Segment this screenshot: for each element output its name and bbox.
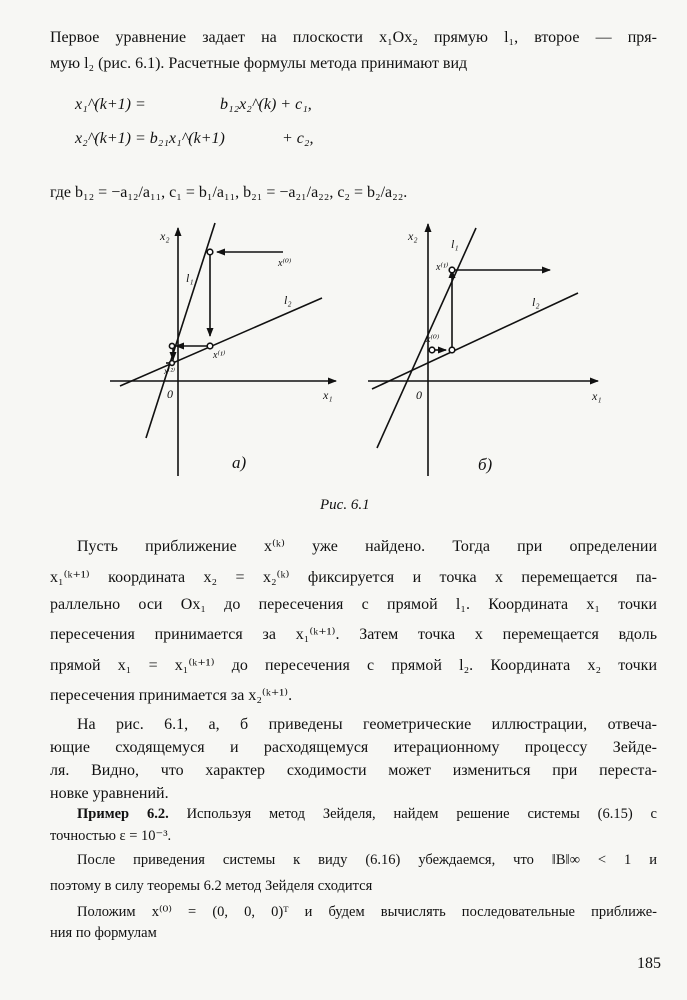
panel-a-x2-label: x⁽²⁾ — [164, 366, 176, 376]
panel-a-x1-label: x⁽¹⁾ — [213, 350, 226, 361]
paragraph-line: x₁⁽ᵏ⁺¹⁾ координата x₂ = x₂⁽ᵏ⁾ фиксируется и точка x перемещается па- — [50, 569, 657, 586]
panel-a-x0-label: x⁽⁰⁾ — [278, 258, 292, 269]
page-number: 185 — [637, 955, 661, 972]
panel-a-point — [207, 343, 213, 349]
panel-b-l1-label: l₁ — [451, 237, 459, 251]
example-line: поэтому в силу теоремы 6.2 метод Зейделя сходится — [50, 878, 373, 894]
paragraph-line: новке уравнений. — [50, 785, 169, 802]
example-line: После приведения системы к виду (6.16) убеждаемся, что ‖B‖∞ < 1 и — [77, 852, 657, 868]
formula-row1-lhs: x₁^(k+1) = — [75, 96, 146, 113]
figure-caption: Рис. 6.1 — [320, 497, 370, 513]
example-line: точностью ε = 10⁻³. — [50, 828, 172, 844]
example-text: Используя метод Зейделя, найдем решение системы (6.15) с — [168, 806, 657, 822]
panel-a-l2-label: l₂ — [284, 293, 292, 307]
where-line: где b₁₂ = −a₁₂/a₁₁, c₁ = b₁/a₁₁, b₂₁ = −a₂₁/a₂₂, c₂ = b₂/a₂₂. — [50, 184, 408, 201]
panel-b-line-l2 — [372, 293, 578, 389]
panel-a-point — [207, 249, 213, 255]
panel-a-l1-label: l₁ — [186, 271, 194, 285]
example-label: Пример 6.2. — [77, 806, 169, 822]
panel-b — [368, 224, 598, 476]
panel-b-point — [429, 347, 435, 353]
panel-b-x-label: x₁ — [592, 389, 602, 403]
panel-b-y-label: x₂ — [408, 229, 418, 243]
paragraph-line: Пусть приближение x⁽ᵏ⁾ уже найдено. Тогда при определении — [77, 538, 657, 555]
formula-row2-rhs: + c₂, — [282, 130, 314, 147]
paragraph-line: мую l₂ (рис. 6.1). Расчетные формулы метода принимают вид — [50, 55, 468, 72]
paragraph-line: ля. Видно, что характер сходимости может измениться при переста- — [50, 762, 657, 779]
figure-6-1 — [0, 218, 687, 498]
paragraph-line: пересечения принимается за x₂⁽ᵏ⁺¹⁾. — [50, 687, 293, 704]
example-line: ния по формулам — [50, 925, 157, 941]
panel-a-point — [170, 361, 175, 366]
panel-a-point — [169, 343, 174, 348]
panel-a-origin: 0 — [167, 387, 173, 401]
panel-b-point — [449, 267, 455, 273]
panel-a-y-label: x₂ — [160, 229, 170, 243]
paragraph-line: раллельно оси Ox₁ до пересечения с прямой l₁. Координата x₁ точки — [50, 596, 657, 613]
paragraph-line: ющие сходящемуся и расходящемуся итерационному процессу Зейде- — [50, 739, 657, 756]
panel-b-label: б) — [478, 455, 493, 474]
paragraph-line: Первое уравнение задает на плоскости x₁Ox₂ прямую l₁, второе — пря- — [50, 29, 657, 46]
example-line: Положим x⁽⁰⁾ = (0, 0, 0)ᵀ и будем вычислять последовательные приближе- — [77, 904, 657, 920]
paragraph-line: На рис. 6.1, а, б приведены геометрические иллюстрации, отвеча- — [77, 716, 657, 733]
panel-a-x-label: x₁ — [323, 388, 333, 402]
panel-b-point — [449, 347, 455, 353]
formula-row1-rhs: b₁₂x₂^(k) + c₁, — [220, 96, 312, 113]
panel-a-line-l2 — [120, 298, 322, 386]
panel-b-origin: 0 — [416, 388, 422, 402]
panel-b-x0-label: x⁽⁰⁾ — [426, 334, 440, 345]
paragraph-line: прямой x₁ = x₁⁽ᵏ⁺¹⁾ до пересечения с прямой l₂. Координата x₂ точки — [50, 657, 657, 674]
formula-row2-lhs: x₂^(k+1) = b₂₁x₁^(k+1) — [75, 130, 225, 147]
paragraph-line: пересечения принимается за x₁⁽ᵏ⁺¹⁾. Затем точка x перемещается вдоль — [50, 626, 657, 643]
panel-a-label: а) — [232, 453, 247, 472]
panel-b-l2-label: l₂ — [532, 295, 540, 309]
panel-a-line-l1 — [146, 223, 215, 438]
example-line — [77, 804, 657, 824]
panel-b-x1-label: x⁽¹⁾ — [436, 262, 449, 273]
